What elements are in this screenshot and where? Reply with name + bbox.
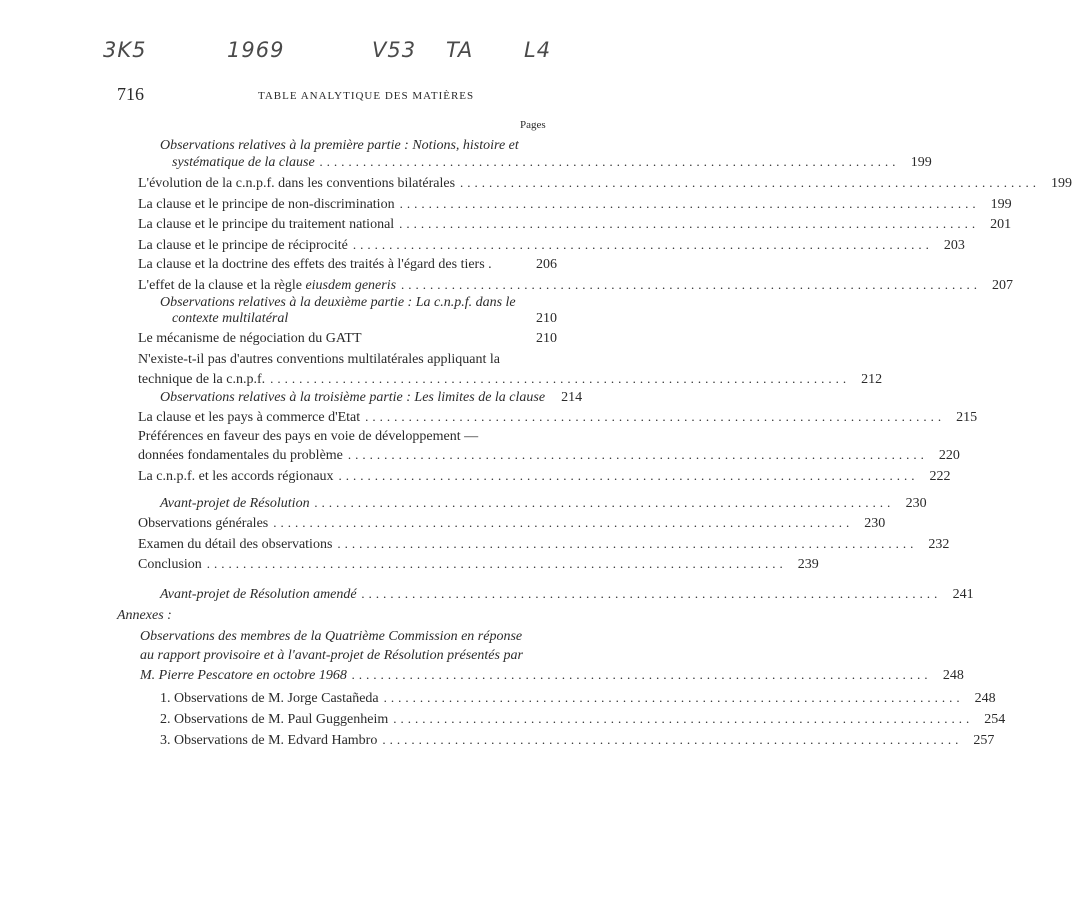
toc-entry-page: 241 xyxy=(952,587,974,602)
handwritten-mark: TA xyxy=(446,38,474,62)
toc-entry xyxy=(138,174,1072,192)
toc-entry-title: technique de la c.n.p.f. xyxy=(138,372,266,387)
toc-entry-title: Avant-projet de Résolution xyxy=(160,496,310,511)
toc-section-heading xyxy=(160,389,583,406)
leader-dots: ................................................................................ xyxy=(319,154,900,169)
toc-entry-page: 254 xyxy=(984,712,1006,727)
toc-entry-page: 248 xyxy=(942,668,964,683)
toc-section-heading: Observations relatives à la première partie : Notions, histoire et xyxy=(160,138,519,153)
toc-entry xyxy=(138,215,1012,233)
leader-dots: ................................................................................ xyxy=(361,586,942,601)
toc-section-heading: Observations des membres de la Quatrième Commission en réponse xyxy=(140,629,523,644)
toc-entry-title: L'évolution de la c.n.p.f. dans les conventions bilatérales xyxy=(138,176,456,191)
toc-entry-page: 212 xyxy=(861,372,883,387)
toc-entry-page: 210 xyxy=(536,311,557,326)
toc-entry-page: 230 xyxy=(864,516,886,531)
leader-dots: ................................................................................ xyxy=(347,447,928,462)
toc-section-heading xyxy=(172,153,932,171)
toc-entry xyxy=(160,731,995,749)
toc-entry-page: 207 xyxy=(992,278,1014,293)
toc-entry xyxy=(138,467,951,485)
handwritten-mark: L4 xyxy=(524,38,552,62)
running-head: TABLE ANALYTIQUE DES MATIÈRES xyxy=(258,90,475,102)
leader-dots: ................................................................................ xyxy=(401,277,982,292)
toc-entry-page: 232 xyxy=(928,537,950,552)
toc-section-heading xyxy=(140,666,964,684)
leader-dots: ................................................................................ xyxy=(338,468,919,483)
toc-entry-title xyxy=(138,277,396,294)
toc-entry-title: La clause et le principe de réciprocité xyxy=(138,238,348,253)
toc-entry-title-part: L'effet de la clause et la règle xyxy=(138,278,306,293)
toc-entry-title: M. Pierre Pescatore en octobre 1968 xyxy=(140,668,347,683)
toc-entry xyxy=(138,330,557,347)
toc-section-heading: au rapport provisoire et à l'avant-projet de Résolution présentés par xyxy=(140,648,523,663)
toc-section-heading xyxy=(160,585,974,603)
toc-section-heading: Observations relatives à la deuxième partie : La c.n.p.f. dans le xyxy=(160,295,516,310)
toc-entry-title: Examen du détail des observations xyxy=(138,537,333,552)
toc-entry xyxy=(138,276,1014,294)
toc-entry: N'existe-t-il pas d'autres conventions multilatérales appliquant la xyxy=(138,352,500,367)
toc-entry xyxy=(160,689,996,707)
toc-entry-title: systématique de la clause xyxy=(172,155,315,170)
toc-entry-page: 222 xyxy=(929,469,951,484)
toc-entry-page: 220 xyxy=(938,448,960,463)
toc-entry-title: La clause et les pays à commerce d'Etat xyxy=(138,410,361,425)
leader-dots: ................................................................................ xyxy=(314,495,895,510)
toc-entry-title: Avant-projet de Résolution amendé xyxy=(160,587,357,602)
toc-entry-title-latin: eiusdem generis xyxy=(305,278,397,293)
leader-dots: ................................................................................ xyxy=(365,409,946,424)
toc-entry-title: 1. Observations de M. Jorge Castañeda xyxy=(160,691,379,706)
toc-entry-page: 210 xyxy=(536,331,557,346)
toc-entry-page: 206 xyxy=(536,257,557,272)
leader-dots: ................................................................................ xyxy=(393,711,974,726)
toc-entry xyxy=(138,514,886,532)
toc-entry xyxy=(138,535,950,553)
toc-entry xyxy=(138,370,883,388)
leader-dots: ................................................................................ xyxy=(399,196,980,211)
toc-entry-page: 239 xyxy=(797,557,819,572)
toc-entry xyxy=(138,555,819,573)
toc-entry-page: 201 xyxy=(990,217,1012,232)
toc-section-heading xyxy=(172,310,557,327)
toc-entry xyxy=(138,236,965,254)
leader-dots: ................................................................................ xyxy=(399,216,980,231)
toc-entry xyxy=(160,710,1006,728)
toc-entry-title: Le mécanisme de négociation du GATT xyxy=(138,331,362,346)
toc-entry-title: 3. Observations de M. Edvard Hambro xyxy=(160,733,378,748)
toc-entry-page: 203 xyxy=(943,238,965,253)
leader-dots: ................................................................................ xyxy=(352,237,933,252)
toc-entry-title: La clause et le principe de non-discrimination xyxy=(138,197,395,212)
leader-dots: ................................................................................ xyxy=(337,536,918,551)
pages-column-label: Pages xyxy=(520,119,546,131)
toc-entry xyxy=(138,446,960,464)
toc-entry-title: Conclusion xyxy=(138,557,202,572)
toc-entry-title: 2. Observations de M. Paul Guggenheim xyxy=(160,712,389,727)
annexes-heading: Annexes : xyxy=(117,608,172,623)
leader-dots: ................................................................................ xyxy=(273,515,854,530)
toc-entry-page: 230 xyxy=(905,496,927,511)
toc-entry-title: La clause et le principe du traitement national xyxy=(138,217,395,232)
toc-entry-page: 199 xyxy=(990,197,1012,212)
toc-entry-page: 248 xyxy=(974,691,996,706)
toc-entry-title: Observations générales xyxy=(138,516,269,531)
toc-section-heading xyxy=(160,494,927,512)
toc-entry-page: 199 xyxy=(910,155,932,170)
toc-entry xyxy=(138,408,978,426)
toc-entry-title: données fondamentales du problème xyxy=(138,448,343,463)
toc-entry-title: Observations relatives à la troisième partie : Les limites de la clause xyxy=(160,390,546,405)
toc-entry-page: 215 xyxy=(956,410,978,425)
toc-entry: Préférences en faveur des pays en voie de développement — xyxy=(138,429,479,444)
toc-entry xyxy=(138,195,1012,213)
handwritten-mark: V53 xyxy=(372,38,417,62)
toc-entry xyxy=(138,256,557,273)
handwritten-mark: 3K5 xyxy=(103,38,147,62)
leader-dots: ................................................................................ xyxy=(351,667,932,682)
leader-dots: ................................................................................ xyxy=(270,371,851,386)
leader-dots: ................................................................................ xyxy=(460,175,1041,190)
leader-dots: ................................................................................ xyxy=(206,556,787,571)
page-number: 716 xyxy=(117,84,144,104)
toc-entry-page: 199 xyxy=(1051,176,1072,191)
leader-dots: ................................................................................ xyxy=(383,690,964,705)
toc-entry-page: 214 xyxy=(561,390,583,405)
handwritten-mark: 1969 xyxy=(227,38,285,62)
toc-entry-title: La c.n.p.f. et les accords régionaux xyxy=(138,469,334,484)
toc-entry-title: contexte multilatéral xyxy=(172,311,289,326)
toc-entry-title: La clause et la doctrine des effets des traités à l'égard des tiers . xyxy=(138,257,492,272)
toc-entry-page: 257 xyxy=(973,733,995,748)
leader-dots: ................................................................................ xyxy=(382,732,963,747)
